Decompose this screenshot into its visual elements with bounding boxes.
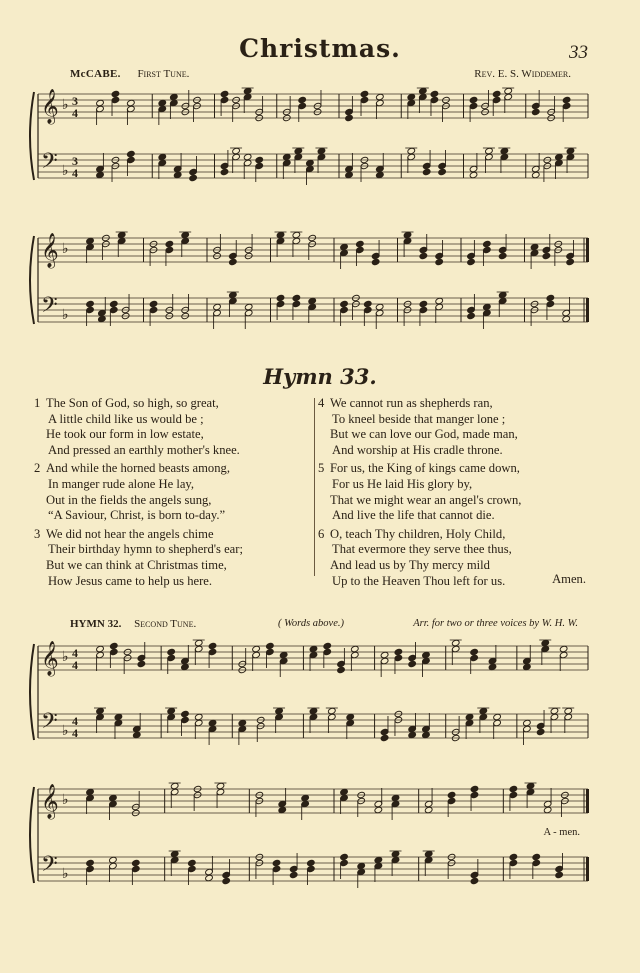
note-head bbox=[216, 782, 225, 789]
verse-line: That we might wear an angel's crown, bbox=[330, 492, 522, 507]
second-tune-subtitle: Second Tune. bbox=[134, 618, 197, 630]
note-head bbox=[493, 713, 502, 720]
note-head bbox=[317, 147, 326, 154]
note-head bbox=[117, 231, 126, 238]
note-head bbox=[566, 147, 575, 154]
note-head bbox=[422, 168, 431, 175]
first-tune-label bbox=[70, 68, 189, 80]
note-head bbox=[188, 859, 197, 866]
note-head bbox=[323, 642, 332, 649]
note-head bbox=[276, 231, 285, 238]
treble-clef-icon: 𝄞 bbox=[41, 233, 59, 268]
tune-name: McCABE. bbox=[70, 68, 121, 80]
final-bar-line bbox=[586, 238, 589, 262]
column-divider bbox=[314, 398, 315, 576]
time-signature: 4 bbox=[72, 714, 78, 728]
note-head bbox=[374, 856, 383, 863]
note-head bbox=[96, 171, 105, 178]
note-head bbox=[307, 859, 316, 866]
note-head bbox=[220, 90, 229, 97]
verse-line: And live the life that cannot die. bbox=[332, 508, 495, 523]
verse-line: The Son of God, so high, so great, bbox=[46, 396, 219, 410]
time-signature: 3 bbox=[72, 154, 78, 168]
flat-sign-icon: ♭ bbox=[62, 793, 69, 808]
bass-clef-icon: 𝄢 bbox=[41, 293, 58, 323]
note-head bbox=[282, 153, 291, 160]
time-signature: 4 bbox=[72, 726, 78, 740]
verse-line: We cannot run as shepherds ran, bbox=[330, 396, 493, 410]
note-head bbox=[530, 243, 539, 250]
bass-clef-icon: 𝄢 bbox=[41, 852, 58, 882]
note-head bbox=[279, 651, 288, 658]
verse-2 bbox=[34, 461, 314, 523]
verse-line: We did not hear the angels chime bbox=[46, 526, 214, 541]
note-head bbox=[232, 147, 241, 154]
note-head bbox=[469, 171, 478, 178]
note-head bbox=[500, 147, 509, 154]
note-head bbox=[229, 291, 238, 298]
note-head bbox=[422, 651, 431, 658]
note-head bbox=[479, 707, 488, 714]
note-head bbox=[408, 731, 417, 738]
verse-number: 4 bbox=[318, 396, 325, 410]
note-head bbox=[170, 782, 179, 789]
note-head bbox=[374, 806, 383, 813]
note-head bbox=[109, 300, 118, 307]
note-head bbox=[562, 96, 571, 103]
note-head bbox=[194, 639, 203, 646]
verse-line: “A Saviour, Christ, is born to-day.” bbox=[48, 508, 226, 523]
note-head bbox=[337, 666, 346, 673]
verse-line: For us, the King of kings came down, bbox=[330, 461, 520, 476]
time-signature: 4 bbox=[72, 106, 78, 120]
note-head bbox=[438, 168, 447, 175]
verse-number: 3 bbox=[34, 526, 41, 541]
note-head bbox=[498, 252, 507, 259]
note-head bbox=[371, 258, 380, 265]
verses-right-column bbox=[318, 396, 598, 589]
note-head bbox=[360, 90, 369, 97]
note-head bbox=[98, 315, 107, 322]
arrangement-credit: Arr. for two or three voices by W. H. W. bbox=[413, 618, 578, 629]
page-number: 33 bbox=[569, 42, 588, 63]
note-head bbox=[523, 719, 532, 726]
note-head bbox=[181, 663, 190, 670]
time-signature: 4 bbox=[72, 658, 78, 672]
note-head bbox=[555, 153, 564, 160]
note-head bbox=[96, 99, 105, 106]
note-head bbox=[158, 99, 167, 106]
treble-clef-icon: 𝄞 bbox=[41, 641, 59, 676]
note-head bbox=[483, 303, 492, 310]
verse-line: O, teach Thy children, Holy Child, bbox=[330, 526, 506, 541]
note-head bbox=[170, 93, 179, 100]
note-head bbox=[559, 645, 568, 652]
note-head bbox=[86, 788, 95, 795]
note-head bbox=[111, 90, 120, 97]
note-head bbox=[132, 859, 141, 866]
note-head bbox=[167, 707, 176, 714]
final-bar-line bbox=[586, 298, 589, 322]
verse-number: 5 bbox=[318, 461, 325, 476]
music-system-2 bbox=[0, 226, 640, 356]
note-head bbox=[543, 806, 552, 813]
note-head bbox=[272, 859, 281, 866]
note-head bbox=[523, 663, 532, 670]
note-head bbox=[86, 237, 95, 244]
final-bar-line bbox=[586, 857, 589, 881]
verse-line: And pressed an earthly mother's knee. bbox=[48, 442, 240, 457]
music-system-3 bbox=[0, 632, 640, 762]
note-head bbox=[96, 707, 105, 714]
note-head bbox=[424, 806, 433, 813]
hymn-title: Hymn 33. bbox=[263, 364, 377, 389]
note-head bbox=[492, 90, 501, 97]
verse-number: 2 bbox=[34, 461, 41, 476]
note-head bbox=[376, 93, 385, 100]
verse-line: Out in the fields the angels sung, bbox=[46, 492, 212, 507]
verse-5 bbox=[318, 461, 598, 523]
note-head bbox=[498, 291, 507, 298]
note-head bbox=[408, 660, 417, 667]
note-head bbox=[451, 639, 460, 646]
note-head bbox=[158, 153, 167, 160]
note-head bbox=[346, 713, 355, 720]
note-head bbox=[243, 153, 252, 160]
time-signature: 4 bbox=[72, 646, 78, 660]
verse-line: For us He laid His glory by, bbox=[332, 476, 473, 491]
note-head bbox=[275, 707, 284, 714]
note-head bbox=[301, 794, 310, 801]
note-head bbox=[276, 294, 285, 301]
tune-subtitle: First Tune. bbox=[137, 68, 190, 80]
system-brace bbox=[30, 644, 34, 740]
time-signature: 3 bbox=[72, 94, 78, 108]
verse-line: And worship at His cradle throne. bbox=[332, 442, 503, 457]
note-head bbox=[391, 794, 400, 801]
verse-line: And lead us by Thy mercy mild bbox=[330, 557, 490, 572]
words-above-note: ( Words above.) bbox=[278, 618, 345, 629]
treble-clef-icon: 𝄞 bbox=[41, 89, 59, 124]
note-head bbox=[542, 252, 551, 259]
note-head bbox=[422, 731, 431, 738]
note-head bbox=[345, 171, 354, 178]
time-signature: 4 bbox=[72, 166, 78, 180]
verses-left-column bbox=[34, 396, 314, 589]
verse-line: Up to the Heaven Thou left for us. bbox=[332, 573, 506, 588]
verse-number: 6 bbox=[318, 526, 325, 541]
verse-line: But we can love our God, made man, bbox=[330, 427, 518, 442]
note-head bbox=[306, 159, 315, 166]
note-head bbox=[419, 252, 428, 259]
note-head bbox=[220, 168, 229, 175]
second-tune-name: HYMN 32. bbox=[70, 618, 122, 630]
note-head bbox=[340, 788, 349, 795]
note-head bbox=[394, 648, 403, 655]
bass-clef-icon: 𝄢 bbox=[41, 149, 58, 179]
note-head bbox=[435, 258, 444, 265]
note-head bbox=[465, 713, 474, 720]
final-bar-line bbox=[586, 789, 589, 813]
page-title: Christmas. bbox=[239, 34, 401, 63]
note-head bbox=[205, 874, 214, 881]
note-head bbox=[309, 645, 318, 652]
note-head bbox=[86, 859, 95, 866]
note-head bbox=[298, 96, 307, 103]
note-head bbox=[340, 853, 349, 860]
system-brace bbox=[30, 92, 34, 180]
note-head bbox=[229, 258, 238, 265]
note-head bbox=[170, 850, 179, 857]
verse-line: In manger rude alone He lay, bbox=[48, 476, 195, 491]
note-head bbox=[309, 707, 318, 714]
note-head bbox=[380, 734, 389, 741]
note-head bbox=[564, 707, 573, 714]
note-head bbox=[447, 791, 456, 798]
system-brace bbox=[30, 236, 34, 324]
note-head bbox=[110, 642, 119, 649]
note-head bbox=[167, 648, 176, 655]
note-head bbox=[509, 785, 518, 792]
flat-sign-icon: ♭ bbox=[62, 98, 69, 113]
verse-line: He took our form in low estate, bbox=[46, 427, 204, 442]
note-head bbox=[345, 114, 354, 121]
note-head bbox=[376, 171, 385, 178]
note-head bbox=[419, 300, 428, 307]
note-head bbox=[243, 87, 252, 94]
note-head bbox=[278, 806, 287, 813]
note-head bbox=[407, 93, 416, 100]
note-head bbox=[208, 642, 217, 649]
verse-number: 1 bbox=[34, 396, 41, 410]
flat-sign-icon: ♭ bbox=[62, 308, 69, 323]
composer-credit: Rev. E. S. Widdemer. bbox=[474, 68, 571, 80]
note-head bbox=[266, 642, 275, 649]
note-head bbox=[407, 147, 416, 154]
note-head bbox=[294, 147, 303, 154]
note-head bbox=[194, 713, 203, 720]
note-head bbox=[351, 645, 360, 652]
verse-line: A little child like us would be ; bbox=[48, 411, 204, 426]
note-head bbox=[504, 87, 513, 94]
note-head bbox=[340, 243, 349, 250]
note-head bbox=[96, 645, 105, 652]
note-head bbox=[470, 648, 479, 655]
note-head bbox=[467, 258, 476, 265]
note-head bbox=[380, 651, 389, 658]
note-head bbox=[470, 877, 479, 884]
note-head bbox=[363, 300, 372, 307]
note-head bbox=[244, 303, 253, 310]
music-system-4 bbox=[0, 775, 640, 905]
note-head bbox=[483, 240, 492, 247]
note-head bbox=[430, 90, 439, 97]
amen-lyric: A - men. bbox=[543, 827, 580, 838]
note-head bbox=[391, 850, 400, 857]
note-head bbox=[566, 258, 575, 265]
note-head bbox=[546, 294, 555, 301]
verse-line: And while the horned beasts among, bbox=[46, 461, 230, 476]
note-head bbox=[292, 231, 301, 238]
note-head bbox=[189, 174, 198, 181]
note-head bbox=[292, 294, 301, 301]
note-head bbox=[127, 99, 136, 106]
second-tune-label bbox=[70, 618, 196, 630]
treble-clef-icon: 𝄞 bbox=[41, 784, 59, 819]
note-head bbox=[526, 782, 535, 789]
note-head bbox=[555, 871, 564, 878]
note-head bbox=[467, 312, 476, 319]
note-head bbox=[340, 300, 349, 307]
note-head bbox=[509, 853, 518, 860]
note-head bbox=[289, 871, 298, 878]
system-brace bbox=[30, 787, 34, 883]
note-head bbox=[165, 240, 174, 247]
note-head bbox=[532, 853, 541, 860]
note-head bbox=[562, 315, 571, 322]
verse-line: To kneel beside that manger lone ; bbox=[332, 411, 506, 426]
note-head bbox=[252, 645, 261, 652]
verse-line: How Jesus came to help us here. bbox=[48, 573, 213, 588]
note-head bbox=[132, 731, 141, 738]
flat-sign-icon: ♭ bbox=[62, 724, 69, 739]
note-head bbox=[531, 108, 540, 115]
note-head bbox=[550, 707, 559, 714]
note-head bbox=[308, 297, 317, 304]
note-head bbox=[222, 877, 231, 884]
note-head bbox=[181, 710, 190, 717]
verse-3 bbox=[34, 527, 314, 589]
note-head bbox=[137, 660, 146, 667]
flat-sign-icon: ♭ bbox=[62, 242, 69, 257]
verse-1 bbox=[34, 396, 314, 458]
note-head bbox=[238, 719, 247, 726]
note-head bbox=[419, 87, 428, 94]
hymn-amen: Amen. bbox=[552, 572, 586, 586]
note-head bbox=[356, 240, 365, 247]
bass-clef-icon: 𝄢 bbox=[41, 709, 58, 739]
note-head bbox=[173, 171, 182, 178]
flat-sign-icon: ♭ bbox=[62, 867, 69, 882]
note-head bbox=[403, 231, 412, 238]
music-system-1 bbox=[0, 82, 640, 212]
note-head bbox=[114, 713, 123, 720]
note-head bbox=[375, 303, 384, 310]
note-head bbox=[424, 850, 433, 857]
note-head bbox=[435, 297, 444, 304]
flat-sign-icon: ♭ bbox=[62, 164, 69, 179]
verse-line: Their birthday hymn to shepherd's ear; bbox=[48, 542, 243, 557]
verse-line: That evermore they serve thee thus, bbox=[332, 542, 512, 557]
verse-line: But we can think at Christmas time, bbox=[46, 557, 227, 572]
note-head bbox=[208, 719, 217, 726]
note-head bbox=[488, 663, 497, 670]
note-head bbox=[109, 856, 118, 863]
note-head bbox=[127, 150, 136, 157]
note-head bbox=[255, 156, 264, 163]
note-head bbox=[469, 96, 478, 103]
note-head bbox=[470, 785, 479, 792]
note-head bbox=[181, 231, 190, 238]
note-head bbox=[213, 303, 222, 310]
note-head bbox=[328, 707, 337, 714]
verse-4 bbox=[318, 396, 598, 458]
note-head bbox=[149, 300, 158, 307]
note-head bbox=[536, 728, 545, 735]
note-head bbox=[109, 794, 118, 801]
note-head bbox=[357, 862, 366, 869]
note-head bbox=[485, 147, 494, 154]
note-head bbox=[541, 639, 550, 646]
note-head bbox=[531, 171, 540, 178]
flat-sign-icon: ♭ bbox=[62, 650, 69, 665]
note-head bbox=[86, 300, 95, 307]
